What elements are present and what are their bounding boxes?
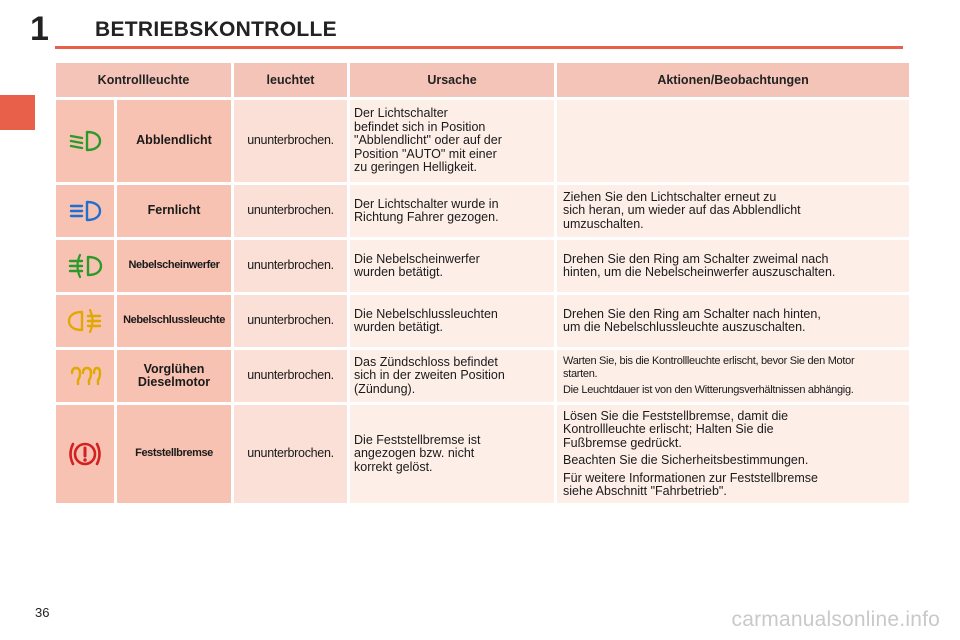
front-fog-lamp-icon bbox=[67, 252, 103, 280]
light-cause: Die Nebelscheinwerfer wurden betätigt. bbox=[350, 240, 554, 292]
chapter-tab-marker bbox=[0, 95, 35, 130]
light-cause: Das Zündschloss befindet sich in der zweiten Position (Zündung). bbox=[350, 350, 554, 402]
light-name: Nebelschlussleuchte bbox=[117, 295, 231, 347]
light-name: Vorglühen Dieselmotor bbox=[117, 350, 231, 402]
header-divider bbox=[55, 46, 903, 49]
icon-cell bbox=[56, 100, 114, 182]
column-header-actions: Aktionen/Beobachtungen bbox=[557, 63, 909, 97]
warning-lights-table bbox=[53, 60, 912, 506]
light-actions bbox=[557, 185, 909, 237]
icon-cell bbox=[56, 185, 114, 237]
light-actions bbox=[557, 405, 909, 503]
light-name: Feststellbremse bbox=[117, 405, 231, 503]
icon-cell bbox=[56, 240, 114, 292]
light-status: ununterbrochen. bbox=[234, 100, 347, 182]
parking-brake-icon bbox=[65, 438, 105, 470]
light-actions bbox=[557, 240, 909, 292]
chapter-number: 1 bbox=[30, 10, 49, 48]
light-actions bbox=[557, 100, 909, 182]
light-status: ununterbrochen. bbox=[234, 295, 347, 347]
light-status: ununterbrochen. bbox=[234, 185, 347, 237]
table-row bbox=[56, 185, 909, 237]
glow-plug-icon bbox=[67, 362, 103, 390]
light-status: ununterbrochen. bbox=[234, 350, 347, 402]
page-title: BETRIEBSKONTROLLE bbox=[95, 18, 337, 41]
low-beam-icon bbox=[67, 127, 103, 155]
light-cause: Der Lichtschalter befindet sich in Position "Abblendlicht" oder auf der Position "AUTO" mit einer zu geringen Helligkeit. bbox=[350, 100, 554, 182]
column-header-cause: Ursache bbox=[350, 63, 554, 97]
page-number: 36 bbox=[35, 605, 50, 620]
table-row bbox=[56, 350, 909, 402]
light-actions bbox=[557, 295, 909, 347]
light-cause: Der Lichtschalter wurde in Richtung Fahrer gezogen. bbox=[350, 185, 554, 237]
action-text: Warten Sie, bis die Kontrollleuchte erlischt, bevor Sie den Motor starten. bbox=[563, 355, 855, 380]
icon-cell bbox=[56, 350, 114, 402]
table-row bbox=[56, 100, 909, 182]
light-cause: Die Feststellbremse ist angezogen bzw. nicht korrekt gelöst. bbox=[350, 405, 554, 503]
table-row bbox=[56, 405, 909, 503]
icon-cell bbox=[56, 405, 114, 503]
table-row bbox=[56, 295, 909, 347]
light-name: Abblendlicht bbox=[117, 100, 231, 182]
action-text: Drehen Sie den Ring am Schalter nach hinten, um die Nebelschlussleuchte auszuschalten. bbox=[563, 306, 821, 334]
rear-fog-lamp-icon bbox=[67, 307, 103, 335]
high-beam-icon bbox=[67, 197, 103, 225]
action-text: Ziehen Sie den Lichtschalter erneut zu sich heran, um wieder auf das Abblendlicht umzuschalten. bbox=[563, 189, 801, 231]
light-status: ununterbrochen. bbox=[234, 405, 347, 503]
column-header-lit: leuchtet bbox=[234, 63, 347, 97]
light-actions bbox=[557, 350, 909, 402]
action-text: Die Leuchtdauer ist von den Witterungsverhältnissen abhängig. bbox=[563, 384, 854, 397]
column-header-warning-light: Kontrollleuchte bbox=[56, 63, 231, 97]
action-text: Lösen Sie die Feststellbremse, damit die Kontrollleuchte erlischt; Halten Sie die Fußbremse gedrückt. bbox=[563, 408, 789, 450]
action-text: Drehen Sie den Ring am Schalter zweimal nach hinten, um die Nebelscheinwerfer auszuschalten. bbox=[563, 251, 836, 279]
action-text: Beachten Sie die Sicherheitsbestimmungen. bbox=[563, 453, 809, 467]
light-cause: Die Nebelschlussleuchten wurden betätigt. bbox=[350, 295, 554, 347]
table-header-row bbox=[56, 63, 909, 97]
watermark-text: carmanualsonline.info bbox=[731, 608, 940, 631]
light-name: Fernlicht bbox=[117, 185, 231, 237]
light-name: Nebelscheinwerfer bbox=[117, 240, 231, 292]
light-status: ununterbrochen. bbox=[234, 240, 347, 292]
table-row bbox=[56, 240, 909, 292]
action-text: Für weitere Informationen zur Feststellbremse siehe Abschnitt "Fahrbetrieb". bbox=[563, 470, 818, 498]
icon-cell bbox=[56, 295, 114, 347]
